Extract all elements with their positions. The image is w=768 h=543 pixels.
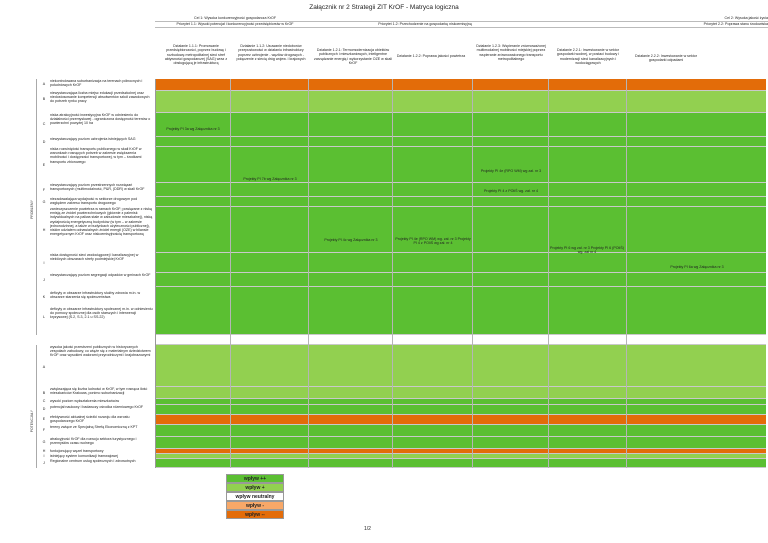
action-1-2-3-header: Działanie 1.2.3: Wspieranie zrównoważonej multimodalnej mobilności miejskiej poprzez wspieranie zrównoważonego transportu metropolitalnego bbox=[476, 44, 546, 61]
action-1-2-2-header: Działanie 1.2.2: Poprawa jakości powietrza bbox=[396, 54, 466, 58]
col-sep-6 bbox=[626, 79, 627, 468]
problem-letter: E bbox=[42, 163, 46, 167]
potential-letter: J bbox=[43, 461, 45, 465]
col-sep-1 bbox=[230, 79, 231, 468]
action-2-2-1-header: Działanie 2.2.1: Inwestowanie w sektor gospodarki wodnej, w postaci budowy i modernizacji sieci kanalizacyjnych i wodociągowych bbox=[556, 48, 620, 65]
action-1-1-1-header: Działanie 1.1.1: Promowanie przedsiębiorczości, poprzez budowę i rozbudowę metropolitalnej sieci stref aktywności gospodarczej (SAG) wraz z obsługującą je infrastrukturą bbox=[164, 44, 228, 66]
problem-letter: L bbox=[43, 315, 45, 319]
legend-plus2: wpływ ++ bbox=[226, 474, 284, 483]
problem-label: niewystarczający poziom uzbrojenia istniejących SAG bbox=[50, 137, 136, 141]
problem-letter: I bbox=[43, 261, 45, 265]
legend-minus2: wpływ -- bbox=[226, 510, 284, 519]
potential-letter: G bbox=[42, 440, 46, 444]
legend-neutral: wpływ neutralny bbox=[226, 492, 284, 501]
potential-letter: I bbox=[43, 454, 45, 458]
page-number: 1/2 bbox=[364, 526, 371, 532]
problem-label: niewystarczający poziom przestrzennych rozwiązań transportowych (multimodalność, P&R, (DDR) w skali KrOF bbox=[50, 183, 145, 192]
document-title: Załącznik nr 2 Strategii ZIT KrOF - Matryca logiczna bbox=[309, 4, 459, 11]
potential-letter: A bbox=[42, 365, 46, 369]
priority-2-2-header: Priorytet 2.2: Poprawa stanu środowiska bbox=[703, 22, 768, 26]
problem-letter: B bbox=[42, 97, 46, 101]
potential-letter: H bbox=[42, 449, 46, 453]
matrix-grid bbox=[40, 79, 766, 468]
problem-label: niewystarczający poziom segregacji odpadów w gminach KrOF bbox=[50, 273, 151, 277]
problem-label: niekontrolowana suburbanizacja na terenach północnych i południowych KrOF bbox=[50, 79, 143, 88]
potential-letter: F bbox=[42, 428, 46, 432]
col-sep-5 bbox=[548, 79, 549, 468]
potential-label: atrakcyjność KrOF dla rozwoju sektora turystycznego i przemysłów czasu wolnego bbox=[50, 437, 137, 446]
cell-pi4c: Projekty PI 4c wg Załącznika nr 3 bbox=[324, 238, 378, 242]
potential-label: funkcjonujący węzeł transportowy bbox=[50, 449, 104, 453]
potential-label: wysoki poziom wykształcenia mieszkańców bbox=[50, 399, 120, 403]
potential-label: potencjał naukowy i badawczy ośrodka rdzeniowego KrOF bbox=[50, 405, 144, 409]
cell-pi6: Projekty PI 6 wg zał. nr 3 Projekty PI 6 (POIiŚ) wg. zał nr 4 bbox=[550, 246, 624, 255]
cell-pi4e: Projekty PI 4e (RPO WM) wg zał. nr 3 bbox=[480, 169, 542, 173]
action-1-2-1-header: Działanie 1.2.1: Termomodernizacja obiektów publicznych i mieszkaniowych, inteligentne zarządzanie energią i wykorzystanie OZE w skali KrOF bbox=[314, 48, 392, 65]
cell-pi3a: Projekty PI 3a wg Załącznika nr 3 bbox=[166, 127, 220, 131]
problem-label: niska atrakcyjność inwestycyjna KrOF w odniesieniu do działalności przemysłowej - ograniczona dostępność terenów o powierzchni powyżej 10 ha bbox=[50, 113, 151, 126]
problem-label: niezadowalająca wydajność w sektorze drogowym pod względem zakresu transportu drogowego bbox=[50, 197, 138, 206]
legend-minus1: wpływ - bbox=[226, 501, 284, 510]
problem-label: niewystarczająca liczba miejsc edukacji przedszkolnej oraz niedostosowanie kompetencji absolwentów szkół zawodowych do potrzeb rynku pracy bbox=[50, 91, 150, 104]
problem-label: deficyty w obszarze infrastruktury społecznej m.in. w odniesieniu do pomocy społecznej dla osób starszych i interwencji kryzysowej (S.2, S.3, 2.1 u SS.22) bbox=[50, 307, 153, 320]
action-2-2-2-header: Działanie 2.2.2: Inwestowanie w sektor gospodarki odpadami bbox=[635, 54, 697, 63]
potential-letter: E bbox=[42, 417, 46, 421]
action-1-1-2-header: Działanie 1.1.2: Usuwanie niedoborów przepustowości w działaniu infrastruktury poprzez uzbrojenie - węzłów drogowych - połączenie z siecią dróg wojew. i krajowych bbox=[236, 44, 306, 61]
potential-label: zwiększająca się liczba ludności w KrOF, w tym rosnąca ilość mieszkańców Krakowa, ponimo suburbanizacji bbox=[50, 387, 148, 396]
problem-label: niska dostępność sieci wodociągowej i kanalizacyjnej w niektórych obszarach strefy podmiejskiej KrOF bbox=[50, 253, 139, 262]
problem-letter: K bbox=[42, 295, 46, 299]
cell-pi4-poiis: Projekty PI 4 z POIiŚ wg. zał. nr 4 bbox=[484, 189, 538, 193]
col-sep-2 bbox=[308, 79, 309, 468]
problem-letter: F bbox=[42, 188, 46, 192]
problem-letter: A bbox=[42, 82, 46, 86]
priority-1-2-header: Priorytet 1.2: Przechodzenie na gospodarkę niskoemisyjną bbox=[378, 22, 472, 26]
potential-label: efektywność aktualnej ścieżki rozwoju dla wzrostu gospodarczego KrOF bbox=[50, 415, 130, 424]
problem-letter: G bbox=[42, 200, 46, 204]
problem-label: niska rozwiniętość transportu publicznego w skali KrOF w warunkach rosnących potrzeb w zakresie zwiększenia mobilności i dostępności transportowej, w tym – środkami transportu zbiorowego bbox=[50, 147, 142, 164]
potential-label: tereny zwiące ze Specjalną Strefą Ekonomiczną z KPT bbox=[50, 425, 138, 429]
goal-1-header: Cel 1: Wysoka konkurencyjność gospodarcza KrOF bbox=[193, 16, 277, 20]
potential-label: istniejący system komunikacji tramwajowej bbox=[50, 454, 118, 458]
col-sep-4 bbox=[472, 79, 473, 468]
cell-pi4e-pi4: Projekty PI 4e (RPO WM) wg. zał. nr 3 Projekty PI 4 z POIiŚ wg zał. nr 4 bbox=[395, 237, 471, 246]
problem-letter: D bbox=[42, 140, 46, 144]
potential-letter: D bbox=[42, 407, 46, 411]
potentials-side-label: POTENCJAŁY bbox=[30, 410, 34, 433]
potential-label: Regionalne centrum usług społecznych i zdrowotnych bbox=[50, 459, 136, 463]
problem-label: deficyty w obszarze infrastruktury służby zdrowia m.in. w obszarze starzenia się społeczeństwa bbox=[50, 291, 141, 300]
problem-letter: J bbox=[43, 278, 45, 282]
legend-plus1: wpływ + bbox=[226, 483, 284, 492]
problems-side-label: PROBLEMY bbox=[30, 200, 34, 219]
potential-letter: B bbox=[42, 391, 46, 395]
problem-label: zanieczyszczenie powietrza w ramach KrOF; powiązane z niską emisją ze źródeł powierzchniowych (głównie z palenisk indywidualnych na paliwa stałe w zabudowie mieszkalnej), niską wydajnością energetyczną budynków (w tym – w zakresie jednorodzinnej, a także w budynkach użyteczności publicznej), niskim udziałem odnawialnych źródeł energii (OZE) w bilansie energetycznym KrOF oraz niskoemisyjnością transportową bbox=[50, 207, 153, 237]
priority-1-1-header: Priorytet 1.1: Wysoki potencjał i konkurencyjność przedsiębiorstw w KrOF bbox=[176, 22, 294, 26]
col-sep-3 bbox=[392, 79, 393, 468]
potential-letter: C bbox=[42, 399, 46, 403]
potential-label: wysoka jakość przestrzeni publicznych w historycznych zespołach zabudowy, co wiąże się z materialnym dziedzictwem KrOF oraz wysokimi walorami przyrodniczymi i krajobrazowymi bbox=[50, 345, 151, 358]
header-divider-2 bbox=[155, 27, 768, 28]
problem-letter: C bbox=[42, 122, 46, 126]
cell-pi6a: Projekty PI 6a wg Załącznika nr 3 bbox=[670, 265, 724, 269]
cell-pi7b: Projekty PI 7b wg Załącznika nr 3 bbox=[243, 177, 297, 181]
problem-letter: H bbox=[42, 228, 46, 232]
goal-2-header: Cel 2: Wysoka jakość życia bbox=[724, 16, 768, 20]
